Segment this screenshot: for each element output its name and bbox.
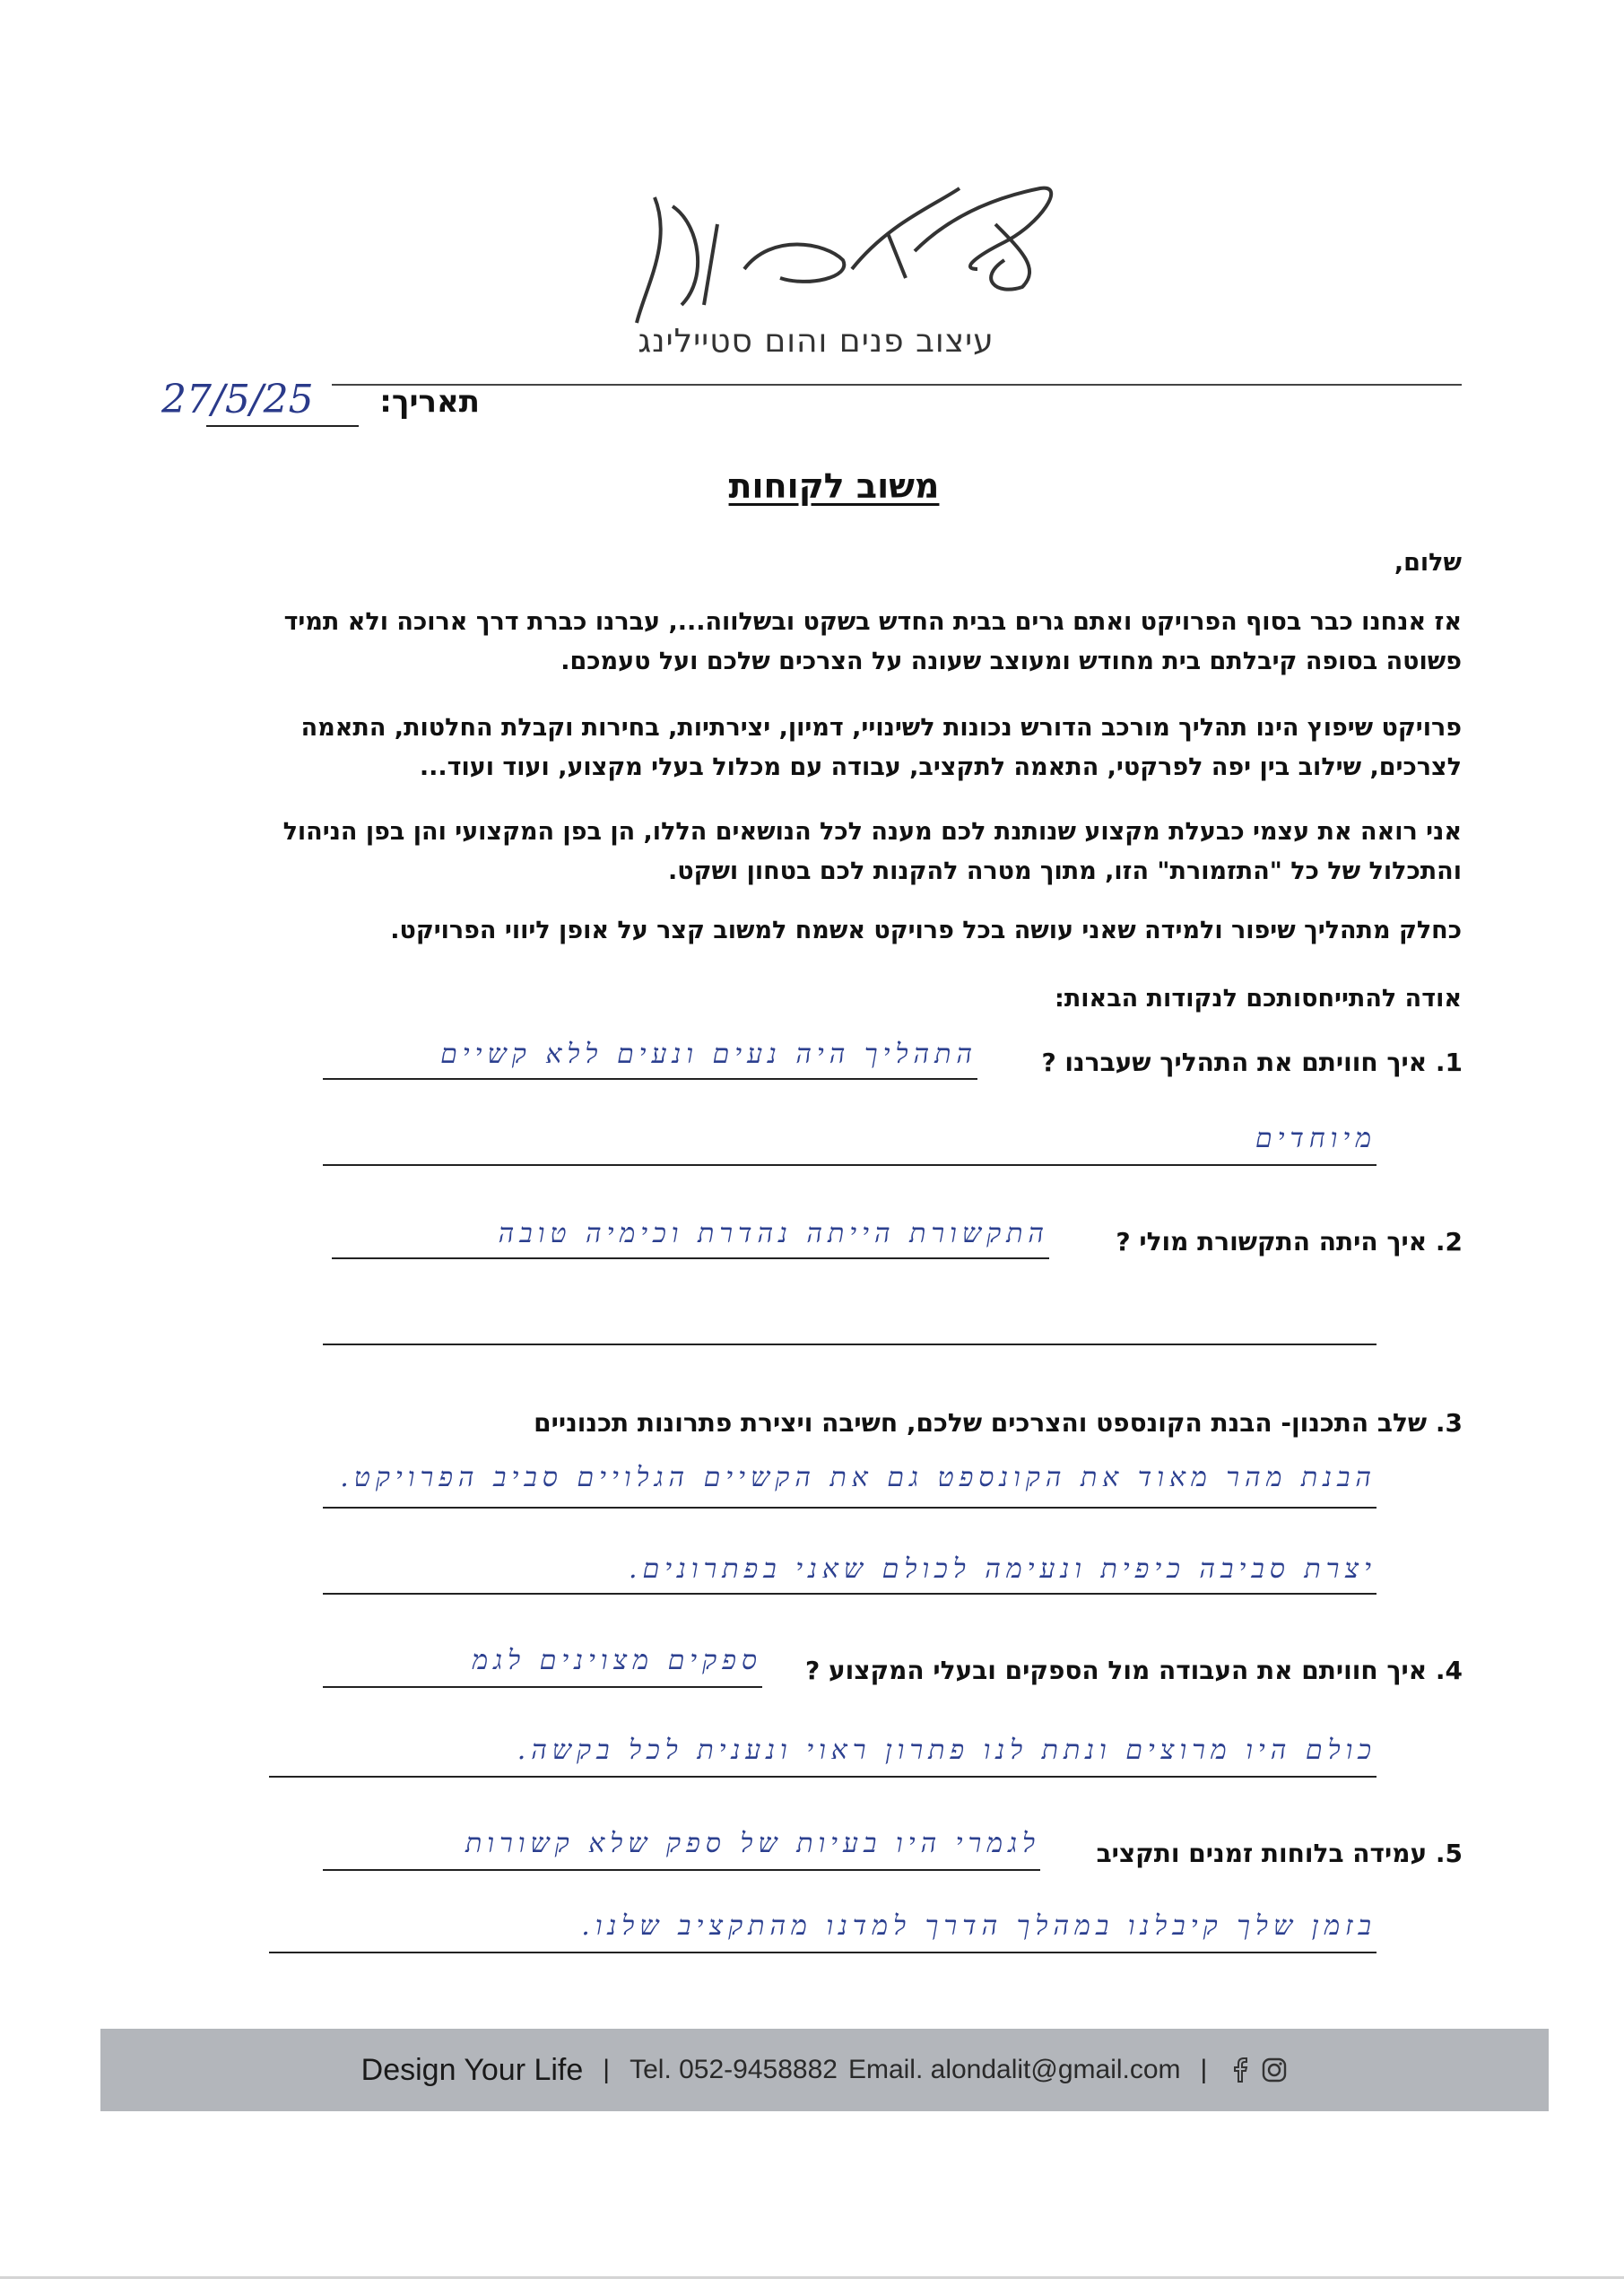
question-3-answer-2: יצרת סביבה כיפית ונעימה לכולם שאני בפתרונים. — [628, 1553, 1376, 1585]
paragraph-5-line-1: אודה להתייחסותכם לנקודות הבאות: — [1055, 985, 1462, 1013]
question-3-line-1 — [323, 1507, 1376, 1509]
question-1-line-1 — [323, 1078, 977, 1080]
question-1-answer-2: מיוחדים — [1255, 1123, 1376, 1154]
question-4-label: 4. איך חוויתם את העבודה מול הספקים ובעלי המקצוע ? — [804, 1656, 1463, 1685]
date-value: 27/5/25 — [161, 377, 314, 422]
paragraph-3-line-2: והתכלול של כל "התזמורת" הזו, מתוך מטרה להקנות לכם בטחון ושקט. — [667, 857, 1462, 885]
paragraph-3-line-1: אני רואה את עצמי כבעלת מקצוע שנותנת לכם מענה לכל הנושאים הללו, הן בפן המקצועי והן בפן הניהול — [282, 818, 1462, 846]
logo-signature — [619, 170, 1067, 341]
question-4-line-2 — [269, 1776, 1376, 1778]
instagram-icon — [1261, 2057, 1288, 2083]
page-title: משוב לקוחות — [728, 466, 940, 506]
footer-bar — [100, 2029, 1549, 2111]
paragraph-5 — [242, 979, 1462, 1019]
question-4-line-1 — [323, 1686, 762, 1688]
question-2-line-2 — [323, 1344, 1376, 1345]
question-2-answer-1: התקשורת הייתה נהדרת וכימיה טובה — [498, 1218, 1049, 1249]
question-4-answer-1: ספקים מצוינים לגמ — [472, 1645, 762, 1676]
date-label: תאריך: — [379, 384, 480, 420]
question-5-label: 5. עמידה בלוחות זמנים ותקציב — [1096, 1839, 1463, 1868]
question-5-line-1 — [323, 1869, 1040, 1871]
footer-separator-1: | — [603, 2055, 611, 2084]
paragraph-4-line-1: כחלק מתהליך שיפור ולמידה שאני עושה בכל פרויקט אשמח למשוב קצר על אופן ליווי הפרויקט. — [390, 917, 1462, 944]
footer-tel: Tel. 052-9458882 — [630, 2055, 838, 2084]
question-3-label: 3. שלב התכנון- הבנת הקונספט והצרכים שלכם, חשיבה ויצירת פתרונות תכנוניים — [534, 1408, 1463, 1438]
paragraph-4 — [242, 911, 1462, 951]
header-divider — [332, 384, 1462, 386]
question-1-answer-1: התהליך היה נעים ונעים ללא קשיים — [440, 1039, 977, 1070]
paragraph-1-line-1: אז אנחנו כבר בסוף הפרויקט ואתם גרים בבית החדש בשקט ובשלווה..., עברנו כברת דרך ארוכה ולא תמיד — [283, 608, 1462, 636]
footer-brand: Design Your Life — [360, 2052, 584, 2087]
footer-social-icons — [1230, 2057, 1288, 2083]
footer-email: Email. alondalit@gmail.com — [847, 2055, 1181, 2084]
question-2-line-1 — [332, 1257, 1049, 1259]
paragraph-2-line-1: פרויקט שיפוץ הינו תהליך מורכב הדורש נכונות לשינויי, דמיון, יצירתיות, בחירות וקבלת החלטות, התאמה — [300, 714, 1462, 742]
facebook-icon — [1230, 2057, 1252, 2083]
paragraph-2-line-2: לצרכים, שילוב בין יפה לפרקטי, התאמה לתקציב, עבודה עם מכלול בעלי מקצוע, ועוד ועוד... — [419, 753, 1462, 781]
paragraph-2 — [242, 709, 1462, 787]
question-5-answer-1: לגמרי היו בעיות של ספק שלא קשורות — [465, 1828, 1040, 1859]
paragraph-1 — [242, 603, 1462, 682]
question-3-line-2 — [323, 1593, 1376, 1595]
footer-separator-2: | — [1200, 2055, 1208, 2084]
date-line — [206, 425, 359, 427]
scan-edge — [0, 2276, 1624, 2279]
question-1-label: 1. איך חוויתם את התהליך שעברנו ? — [1041, 1048, 1463, 1077]
logo-subtitle: עיצוב פנים והום סטיילינג — [638, 323, 994, 360]
question-1-line-2 — [323, 1164, 1376, 1166]
question-4-answer-2: כולם היו מרוצים ונתת לנו פתרון ראוי ונענית לכל בקשה. — [517, 1735, 1376, 1766]
question-3-answer-1: הבנת מהר מאוד את הקונספט גם את הקשיים הגלויים סביב הפרויקט. — [340, 1462, 1376, 1493]
greeting: שלום, — [1394, 549, 1462, 577]
question-2-label: 2. איך היתה התקשורת מולי ? — [1116, 1227, 1463, 1257]
paragraph-3 — [242, 813, 1462, 891]
question-5-answer-2: בזמן שלך קיבלנו במהלך הדרך למדנו מהתקציב שלנו. — [581, 1910, 1376, 1942]
paragraph-1-line-2: פשוטה בסופה קיבלתם בית מחודש ומעוצב שעונה על הצרכים שלכם ועל טעמכם. — [560, 648, 1462, 675]
question-5-line-2 — [269, 1952, 1376, 1953]
